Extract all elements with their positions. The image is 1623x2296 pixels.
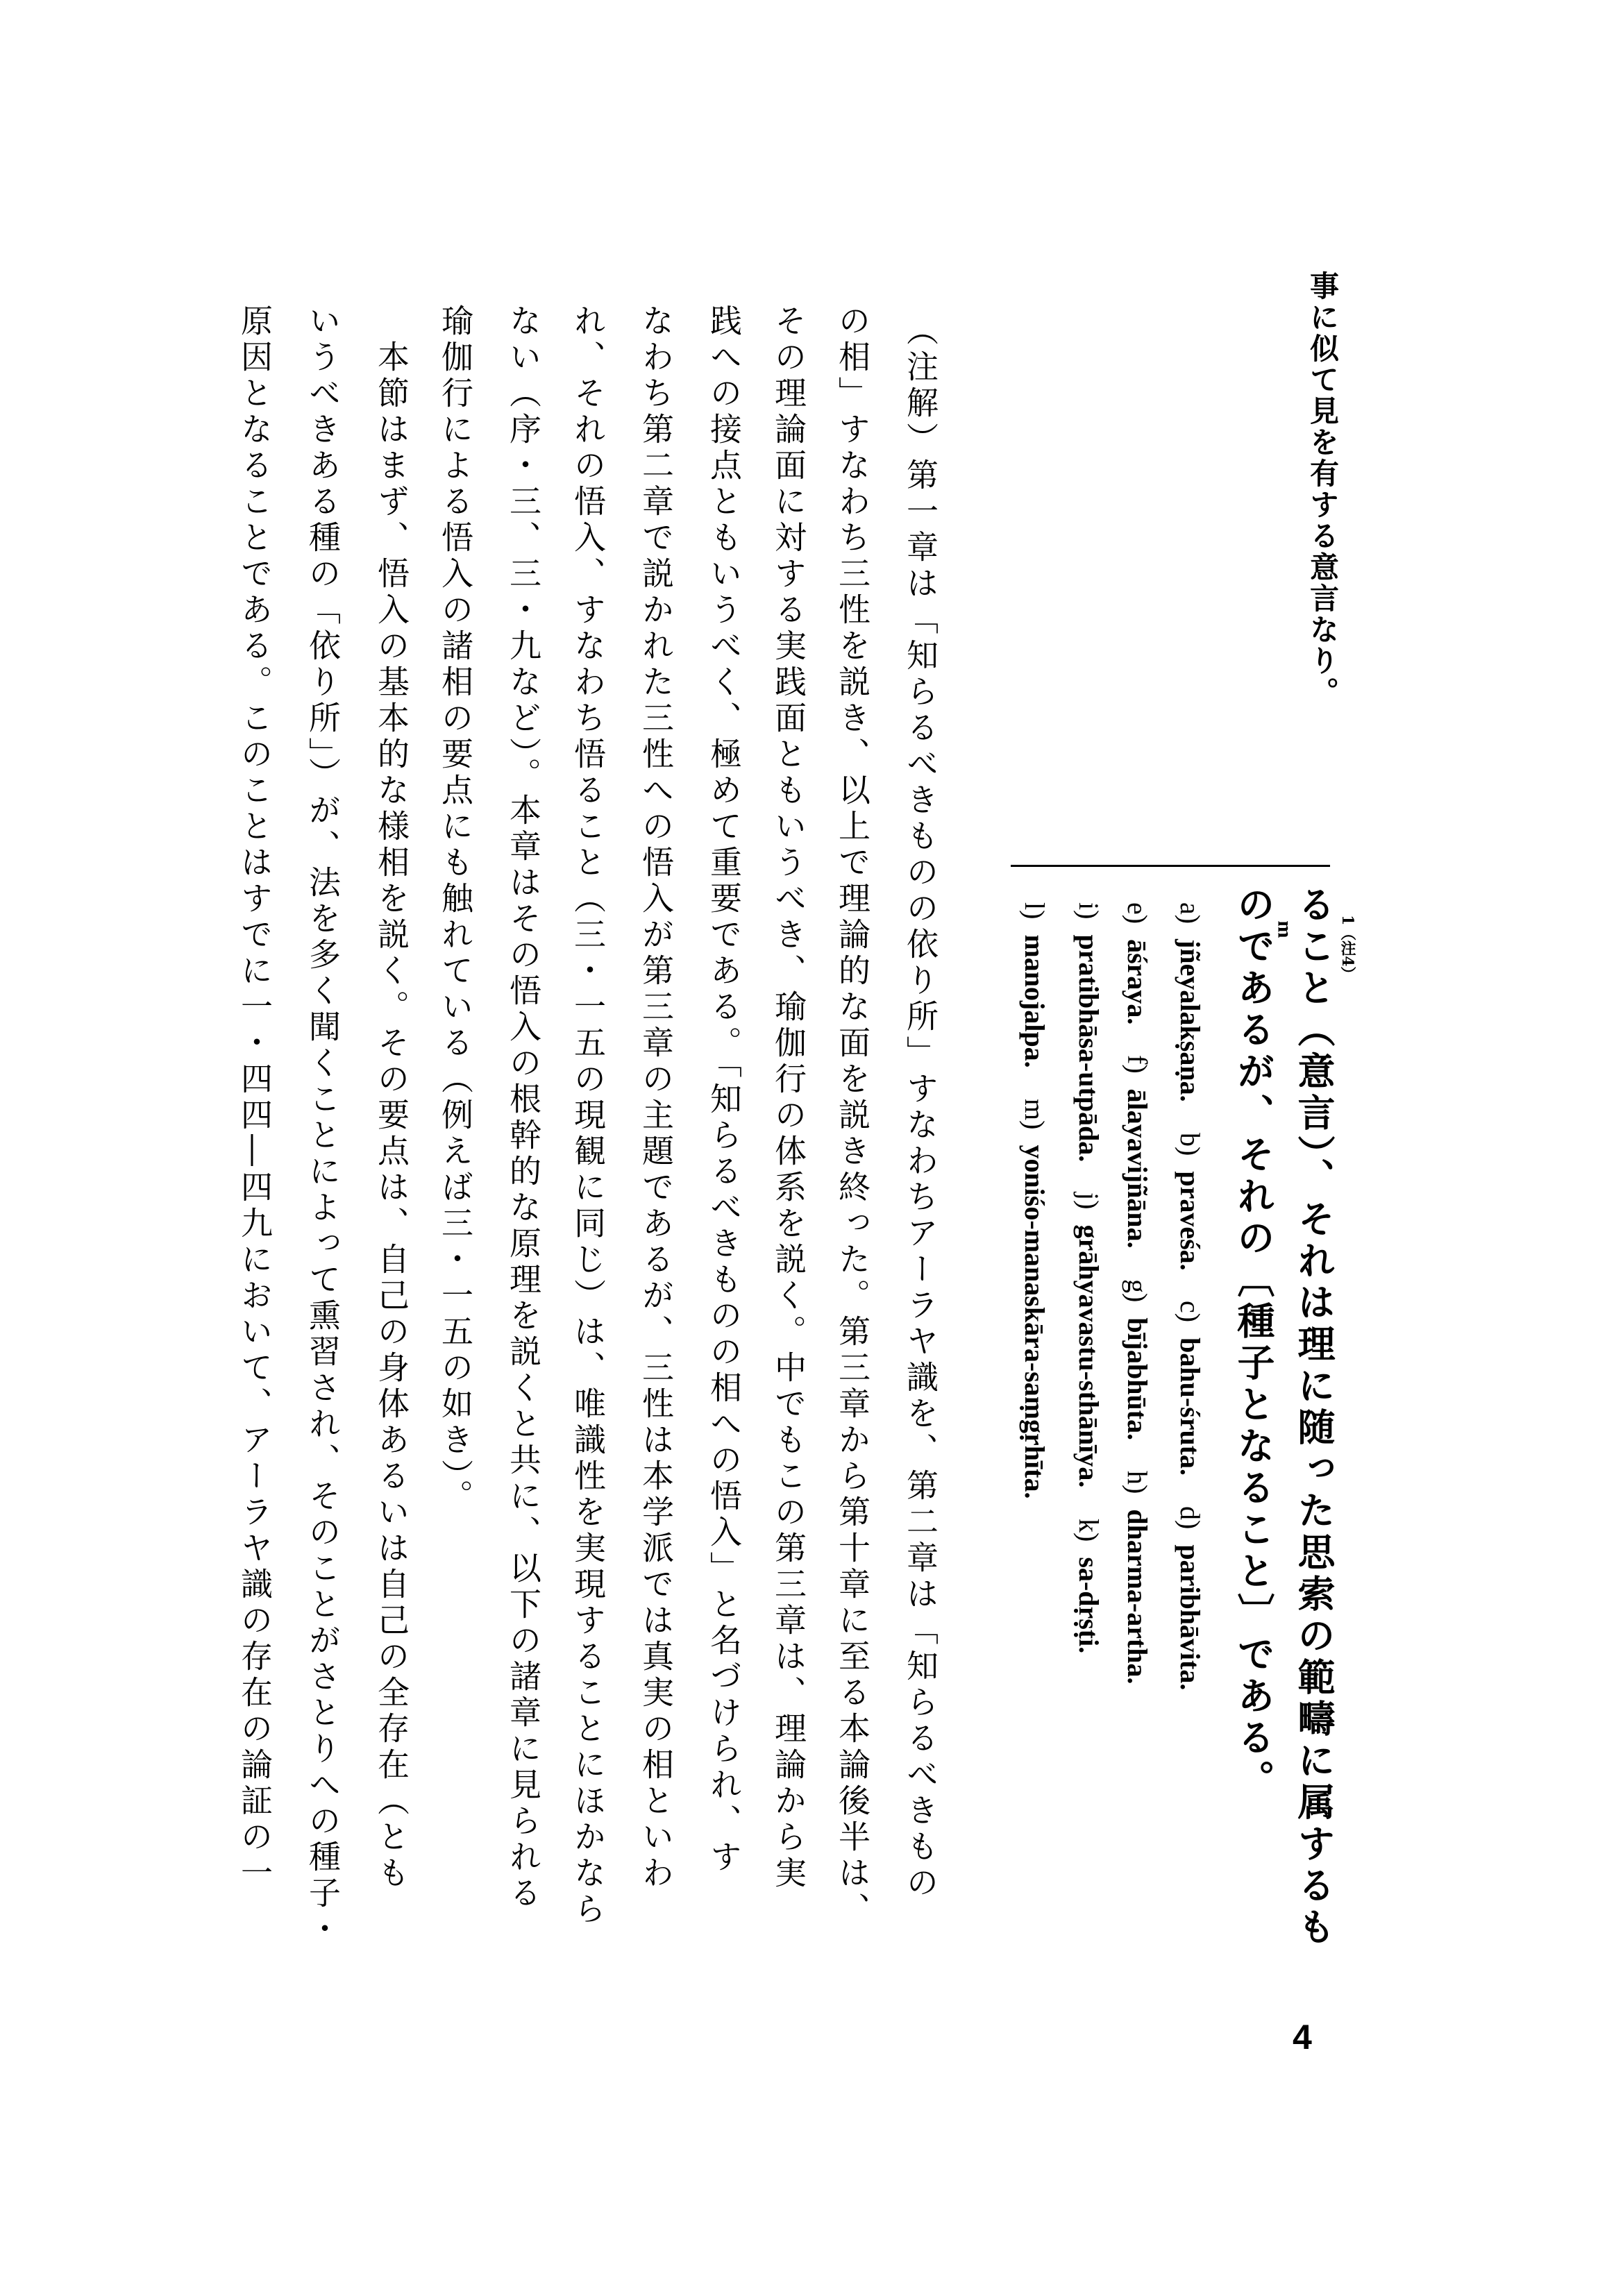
glossary-label: h): [1122, 1471, 1153, 1494]
glossary-term: sa-dṛṣṭi.: [1073, 1557, 1104, 1653]
glossary-label: d): [1175, 1506, 1206, 1530]
page-number: 4: [1293, 2018, 1312, 2057]
glossary-line-3: [1072, 902, 1102, 1677]
glossary-item: [1176, 1133, 1204, 1271]
glossary-term: manojalpa.: [1019, 934, 1050, 1068]
commentary-line: 瑜伽行による悟入の諸相の要点にも触れている（例えば三・一五の如き）。: [437, 304, 474, 1515]
commentary-line: 原因となることである。このことはすでに一・四四―四九において、アーラヤ識の存在の論証の一: [236, 304, 274, 1892]
glossary-term: ālayavijñāna.: [1122, 1089, 1153, 1249]
commentary-line: 践への接点ともいうべく、極めて重要である。「知らるべきものの相への悟入」と名づけられ、す: [705, 304, 743, 1876]
glossary-term: bījabhūta.: [1122, 1317, 1153, 1441]
glossary-label: k): [1073, 1518, 1104, 1542]
glossary-term: yoniśo-manaskāra-saṃgṛhīta.: [1019, 1145, 1050, 1499]
glossary-item: [1075, 902, 1102, 1162]
glossary-line-4: [1018, 902, 1048, 1522]
glossary-line-2: [1120, 902, 1151, 1708]
glossary-label: c): [1175, 1301, 1206, 1323]
glossary-item: [1020, 902, 1048, 1068]
glossary-item: [1075, 1192, 1102, 1487]
glossary-item: [1123, 1055, 1151, 1249]
section-divider-rule: [1011, 865, 1330, 867]
commentary-line: （注解）第一章は「知らるべきものの依り所」すなわちアーラヤ識を、第二章は「知らるべきもの: [902, 314, 939, 1902]
note-reference[interactable]: 1（注4）: [1338, 915, 1356, 982]
superscript-marker-m: m: [1273, 920, 1297, 938]
glossary-item: [1123, 1471, 1151, 1685]
commentary-line: なわち第二章で説かれた三性への悟入が第三章の主題であるが、三性は本学派では真実の相といわ: [637, 304, 675, 1892]
commentary-line: ない（序・三、三・九など）。本章はその悟入の根幹的な原理を説くと共に、以下の諸章に見られる: [505, 304, 542, 1912]
glossary-label: e): [1122, 902, 1153, 925]
glossary-term: bahu-śruta.: [1175, 1337, 1206, 1476]
translation-line-2: のであるが、それの〔種子となること〕である。: [1231, 885, 1276, 1801]
glossary-item: [1020, 1099, 1048, 1499]
commentary-line: れ、それの悟入、すなわち悟ること（三・一五の現観に同じ）は、唯識性を実現することにほかなら: [569, 304, 607, 1928]
glossary-item: [1176, 902, 1204, 1102]
glossary-line-1: [1173, 902, 1204, 1714]
glossary-label: g): [1122, 1279, 1153, 1303]
commentary-line: の相」すなわち三性を説き、以上で理論的な面を説き終った。第三章から第十章に至る本論後半は、: [834, 304, 871, 1928]
glossary-item: [1176, 1506, 1204, 1690]
glossary-label: j): [1073, 1192, 1104, 1210]
glossary-label: i): [1073, 902, 1104, 920]
glossary-term: pratibhāsa-utpāda.: [1073, 934, 1104, 1163]
glossary-term: praveśa.: [1175, 1170, 1206, 1271]
glossary-label: f): [1122, 1055, 1153, 1074]
glossary-item: [1123, 902, 1151, 1024]
glossary-label: b): [1175, 1132, 1206, 1156]
glossary-label: a): [1175, 902, 1206, 925]
previous-text-ending: 事に似て見を有する意言なり。: [1306, 271, 1340, 708]
glossary-term: grāhyavastu-sthānīya.: [1073, 1224, 1104, 1488]
glossary-label: m): [1019, 1098, 1050, 1130]
glossary-item: [1176, 1301, 1204, 1476]
glossary-term: jñeyalakṣaṇa.: [1175, 939, 1206, 1102]
commentary-line: 本節はまず、悟入の基本的な様相を説く。その要点は、自己の身体あるいは自己の全存在（とも: [373, 340, 410, 1892]
glossary-term: paribhāvita.: [1175, 1544, 1206, 1691]
glossary-item: [1123, 1279, 1151, 1440]
commentary-line: その理論面に対する実践面ともいうべき、瑜伽行の体系を説く。中でもこの第三章は、理論から実: [770, 304, 807, 1892]
glossary-item: [1075, 1519, 1102, 1653]
translation-line-1: ること（意言）、それは理に随った思索の範疇に属するも: [1292, 885, 1336, 1949]
glossary-label: l): [1019, 902, 1050, 920]
commentary-line: いうべきある種の「依り所」）が、法を多く聞くことによって熏習され、そのことがさとりへの種子・: [304, 304, 342, 1948]
glossary-term: dharma-artha.: [1122, 1509, 1153, 1685]
glossary-term: āśraya.: [1122, 939, 1153, 1025]
